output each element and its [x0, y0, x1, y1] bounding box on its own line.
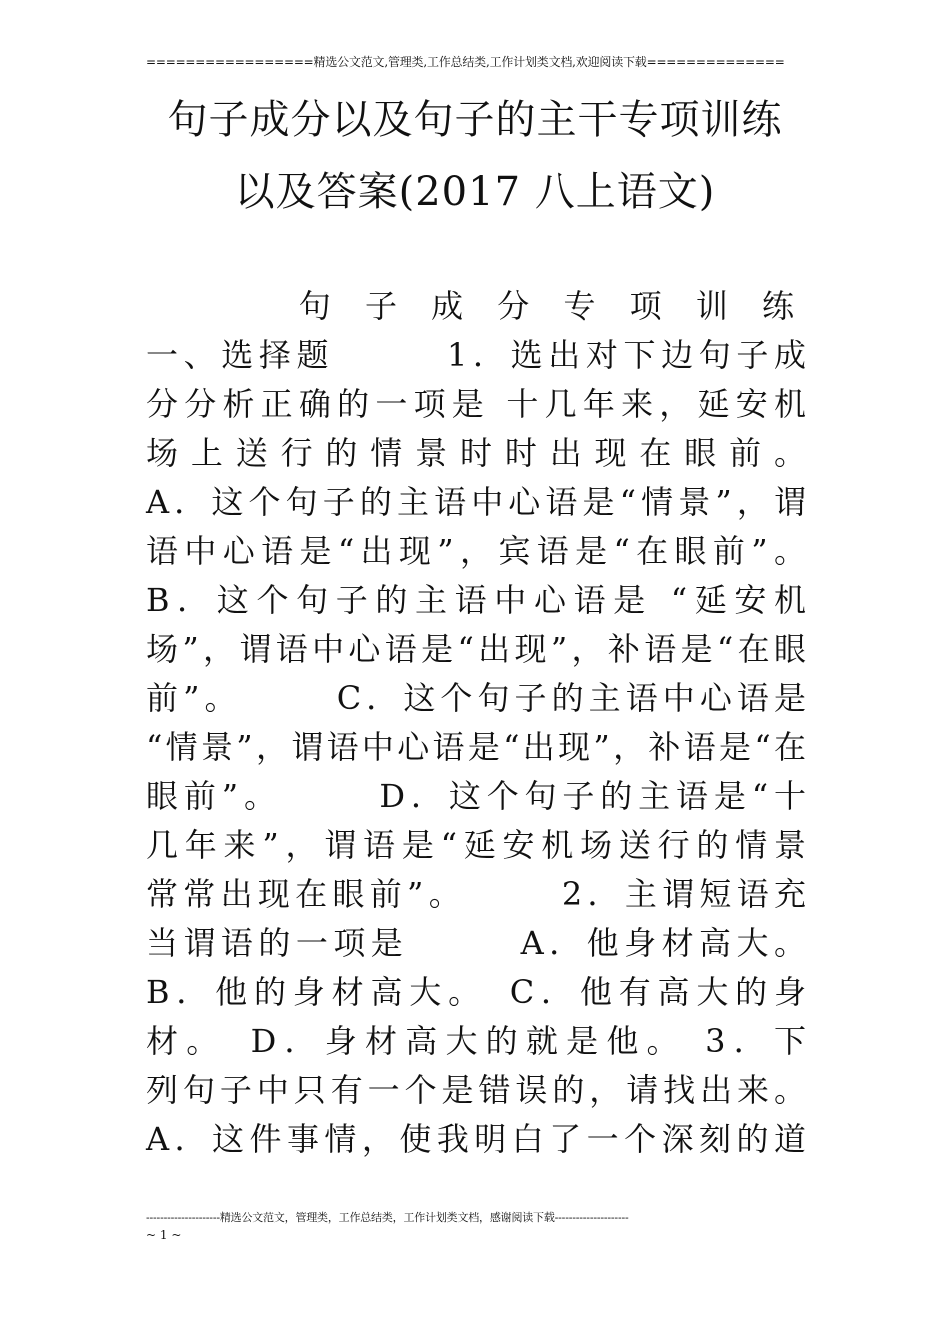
footer-banner: ---------------------精选公文范文，管理类，工作总结类，工作计划类文档，感谢阅读下载---------------------: [146, 1211, 629, 1224]
body-line: 当谓语的一项是 A．他身材高大。: [146, 924, 806, 962]
body-line: 场上送行的情景时时出现在眼前。: [146, 434, 806, 472]
body-line: “情景”，谓语中心语是“出现”，补语是“在: [146, 728, 806, 766]
body-line: 几年来”，谓语是“延安机场送行的情景: [146, 826, 806, 864]
body-line: 分分析正确的一项是 十几年来，延安机: [146, 385, 806, 423]
body-line: B．他的身材高大。 C．他有高大的身: [146, 973, 806, 1011]
body-line: 常常出现在眼前”。 2．主谓短语充: [146, 875, 806, 913]
document-title-line-2: 以及答案(2017 八上语文): [234, 169, 716, 215]
body-line: 材。 D．身材高大的就是他。 3．下: [146, 1022, 806, 1060]
body-line: 列句子中只有一个是错误的，请找出来。: [146, 1071, 806, 1109]
body-line: 场”，谓语中心语是“出现”，补语是“在眼: [146, 630, 806, 668]
page-number: ~ 1 ~: [146, 1228, 182, 1242]
body-line: 语中心语是“出现”，宾语是“在眼前”。: [146, 532, 806, 570]
document-title-line-1: 句子成分以及句子的主干专项训练: [167, 97, 783, 143]
section-heading: 句 子 成 分 专 项 训 练: [298, 287, 806, 325]
body-line: 前”。 C．这个句子的主语中心语是: [146, 679, 806, 717]
body-line: 眼前”。 D．这个句子的主语是“十: [146, 777, 806, 815]
body-line: B．这个句子的主语中心语是 “延安机: [146, 581, 806, 619]
body-line: A．这件事情，使我明白了一个深刻的道: [146, 1120, 806, 1158]
document-body: [146, 282, 806, 1164]
header-banner: =================精选公文范文,管理类,工作总结类,工作计划类文档,欢迎阅读下载==============: [146, 55, 785, 69]
body-line: A．这个句子的主语中心语是“情景”，谓: [146, 483, 806, 521]
body-line: 一、选择题 1．选出对下边句子成: [146, 336, 806, 374]
